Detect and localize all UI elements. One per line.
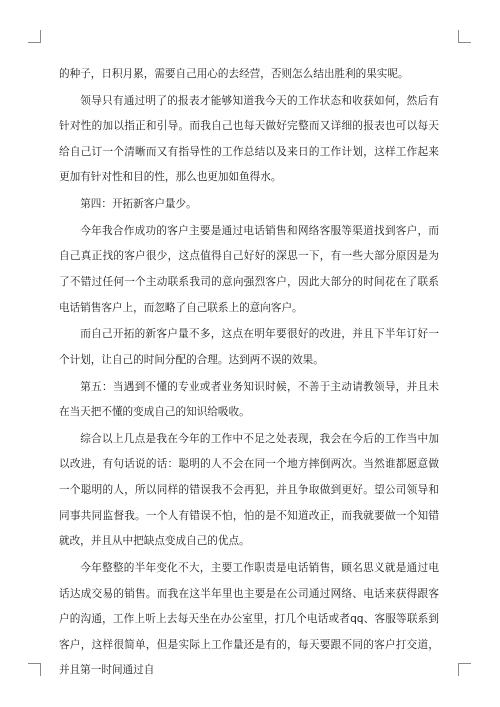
- document-body: [59, 62, 439, 684]
- paragraph-continuation: 的种子，日积月累，需要自己用心的去经营，否则怎么结出胜利的果实呢。: [59, 68, 409, 80]
- paragraph-half-year-review: 今年整整的半年变化不大，主要工作职责是电话销售，顾名思义就是通过电话达成交易的销售。而我在这半年里也主要是在公司通过网络、电话来获得跟客户的沟通，工作上听上去每天坐在办公室里，打几个电话或者qq、客服等联系到客户，这样很简单，但是实际上工作量还是有的，每天要跟不同的客户打交道，并且第一时间通过自: [59, 561, 439, 677]
- crop-mark-bottom-left: [28, 663, 41, 676]
- paragraph-summary: 综合以上几点是我在今年的工作中不足之处表现，我会在今后的工作当中加以改进，有句话说的话：聪明的人不会在同一个地方摔倒两次。当然谁都愿意做一个聪明的人，所以同样的错误我不会再犯，并且争取做到更好。望公司领导和同事共同监督我。一个人有错误不怕，怕的是不知道改正，而我就要做一个知错就改，并且从中把缺点变成自己的优点。: [59, 432, 439, 548]
- crop-mark-top-left: [28, 30, 41, 43]
- paragraph-client-sources: 今年我合作成功的客户主要是通过电话销售和网络客服等渠道找到客户，而自己真正找的客户很少，这点值得自己好好的深思一下，有一些大部分原因是为了不错过任何一个主动联系我司的意向强烈客户，因此大部分的时间花在了联系电话销售客户上，而忽略了自己联系上的意向客户。: [59, 224, 439, 314]
- crop-mark-top-right: [458, 30, 471, 43]
- paragraph-report-importance: 领导只有通过明了的报表才能够知道我今天的工作状态和收获如何，然后有针对性的加以指正和引导。而我自己也每天做好完整而又详细的报表也可以每天给自己订一个清晰而又有指导性的工作总结以及来日的工作计划，这样工作起来更加有针对性和目的性，那么也更加如鱼得水。: [59, 94, 439, 184]
- paragraph-new-clients-plan: 而自己开拓的新客户量不多，这点在明年要很好的改进，并且下半年订好一个计划，让自己的时间分配的合理。达到两不误的效果。: [59, 328, 439, 366]
- crop-mark-bottom-right: [458, 663, 471, 676]
- section-heading-fourth: 第四：开拓新客户量少。: [80, 198, 197, 211]
- section-heading-fifth: 第五：当遇到不懂的专业或者业务知识时候，不善于主动请教领导，并且未在当天把不懂的变成自己的知识给吸收。: [59, 380, 439, 419]
